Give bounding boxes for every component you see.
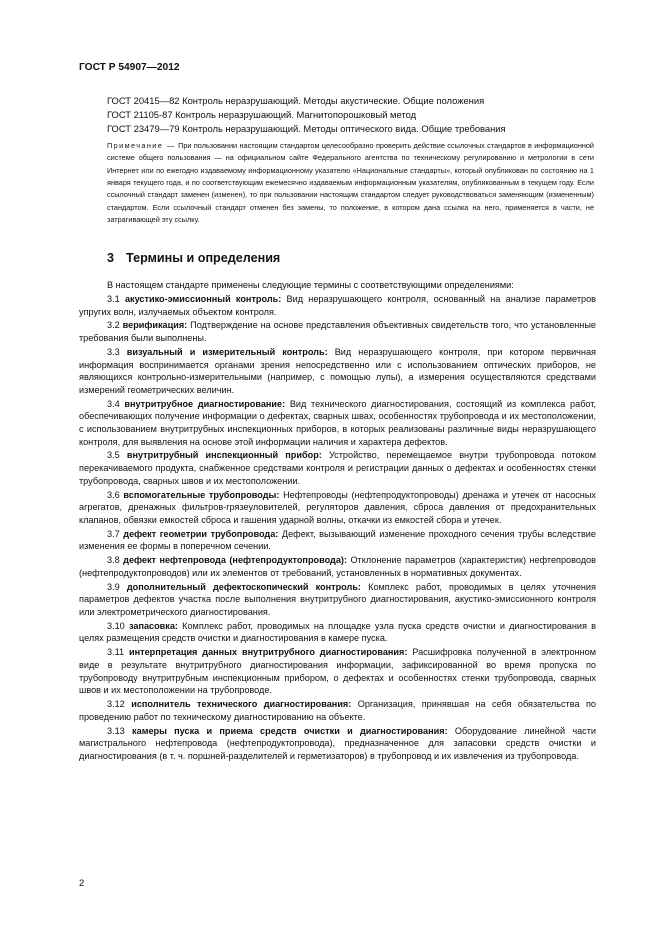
definitions-body — [79, 279, 596, 764]
page-number: 2 — [79, 878, 85, 889]
term-definition: Отклонение параметров (характеристик) нефтепроводов (нефтепродуктопроводов) или их элементов от требований, установленных в нормативных документах. — [79, 555, 596, 578]
term-name: исполнитель технического диагностирования: — [131, 699, 352, 710]
note-block — [107, 140, 594, 226]
normative-references — [107, 94, 597, 136]
term-definition: Дефект, вызывающий изменение проходного сечения трубы вследствие изменения ее формы в поперечном сечении. — [79, 528, 596, 552]
section-title: Термины и определения — [126, 251, 281, 265]
term-paragraph-3-2 — [79, 319, 596, 344]
term-definition: Комплекс работ, проводимых на площадке узла пуска средств очистки и диагностирования в целях размещения средств очистки и диагностирования в камере пуска. — [79, 620, 596, 644]
term-paragraph-3-7 — [79, 528, 596, 553]
term-name: дефект нефтепровода (нефтепродуктопровода): — [123, 555, 347, 566]
term-number: 3.4 — [107, 398, 120, 409]
term-number: 3.7 — [107, 528, 120, 539]
term-paragraph-3-9 — [79, 581, 596, 619]
term-name: визуальный и измерительный контроль: — [126, 347, 328, 357]
term-name: верификация: — [122, 320, 188, 331]
term-definition: Организация, принявшая на себя обязательства по проведению работ по техническому диагностированию на объекте. — [79, 699, 596, 722]
term-paragraph-3-6 — [79, 489, 596, 527]
term-definition: Вид технического диагностирования, состоящий из комплекса работ, обеспечивающих получение информации о дефектах, сварных швах, особенностях трубопровода и их местоположении, с использованием внутритрубных инспекционных приборов, в которых реализованы различные виды неразрушающего контроля, для выявления на основе этой информации наличия и характера дефектов. — [79, 398, 597, 447]
term-definition: Оборудование линейной части магистрального нефтепровода (нефтепродуктопровода), предназначенное для запасовки средств очистки и диагностирования (в т. ч. поршней-разделителей и герметизаторов) в трубопровод и их извлечения из трубопровода. — [79, 725, 596, 761]
term-number: 3.1 — [107, 293, 120, 304]
term-name: интерпретация данных внутритрубного диагностирования: — [129, 647, 408, 658]
term-number: 3.11 — [107, 647, 125, 658]
term-definition: Устройство, перемещаемое внутри трубопровода потоком перекачиваемого продукта, снабженное средствами контроля и регистрации данных о дефектах и особенностях стенки трубопровода, сварных швов и их местоположении. — [79, 450, 596, 486]
note-text: При пользовании настоящим стандартом целесообразно проверить действие ссылочных стандартов в информационной системе общего пользования — на официальном сайте Федерального агентства по техническому регулированию и метрологии в сети Интернет или по ежегодно издаваемому информационному указателю «Национальные стандарты», который опубликован по состоянию на 1 января текущего года, и по соответствующим ежемесячно издаваемым информационным указателям, опубликованным в текущем году. Если ссылочный стандарт заменен (изменен), то при пользовании настоящим стандартом следует руководствоваться заменяющим (измененным) стандартом. Если ссылочный стандарт отменен без замены, то положение, в котором дана ссылка на него, применяется в части, не затрагивающей эту ссылку. — [107, 141, 595, 225]
term-name: дефект геометрии трубопровода: — [123, 528, 279, 539]
term-number: 3.3 — [107, 347, 120, 357]
term-name: камеры пуска и приема средств очистки и диагностирования: — [132, 725, 448, 736]
reference-line: ГОСТ 21105-87 Контроль неразрушающий. Магнитопорошковый метод — [107, 109, 417, 120]
term-definition: Комплекс работ, проводимых в целях уточнения параметров дефектов участка после выполнения внутритрубного диагностирования, акустико-эмиссионного контроля или электрометрического диагностирования. — [79, 581, 596, 617]
term-number: 3.10 — [107, 620, 125, 631]
term-name: вспомогательные трубопроводы: — [123, 489, 280, 500]
term-definition: Подтверждение на основе представления объективных свидетельств того, что установленные требования были выполнены. — [79, 320, 596, 344]
document-header: ГОСТ Р 54907—2012 — [79, 62, 180, 73]
term-number: 3.8 — [107, 555, 120, 566]
term-paragraph-3-5 — [79, 449, 596, 487]
term-paragraph-3-10 — [79, 620, 596, 645]
intro-paragraph: В настоящем стандарте применены следующие термины с соответствующими определениями: — [107, 280, 514, 290]
term-number: 3.13 — [107, 725, 125, 736]
section-number: 3 — [107, 251, 115, 265]
term-definition: Вид неразрушающего контроля, основанный на анализе параметров упругих волн, излучаемых объектом контроля. — [79, 293, 597, 317]
term-name: внутритрубное диагностирование: — [124, 398, 286, 409]
note-label: Примечание — — [107, 141, 176, 150]
section-heading — [107, 251, 280, 265]
term-paragraph-3-8 — [79, 554, 596, 579]
term-paragraph-3-12 — [79, 698, 596, 723]
reference-line: ГОСТ 23479—79 Контроль неразрушающий. Методы оптического вида. Общие требования — [107, 123, 506, 134]
term-name: запасовка: — [128, 620, 178, 631]
term-name: дополнительный дефектоскопический контроль: — [126, 581, 361, 592]
term-number: 3.2 — [107, 320, 120, 331]
term-definition: Расшифровка полученной в электронном виде в результате внутритрубного диагностирования информации, зафиксированной во время пропуска по трубопроводу внутритрубным инспекционным прибором, о дефектах и особенностях стенки трубопровода, сварных швов и их местоположении на трубопроводе. — [79, 647, 596, 696]
term-name: акустико-эмиссионный контроль: — [124, 293, 282, 304]
term-paragraph-3-4 — [79, 398, 596, 448]
term-paragraph-3-13 — [79, 725, 596, 763]
term-paragraph-3-1 — [79, 293, 596, 318]
term-number: 3.12 — [107, 699, 125, 710]
term-paragraph-3-3 — [79, 346, 596, 396]
reference-line: ГОСТ 20415—82 Контроль неразрушающий. Методы акустические. Общие положения — [107, 95, 485, 106]
term-definition: Вид неразрушающего контроля, при котором первичная информация воспринимается органами зрения непосредственно или с использованием оптических приборов, не являющихся контрольно-измерительными (например, с помощью лупы), а измерения осуществляются средствами измерений геометрических величин. — [79, 347, 596, 395]
term-name: внутритрубный инспекционный прибор: — [126, 450, 322, 461]
term-paragraph-3-11 — [79, 646, 596, 696]
term-number: 3.6 — [107, 489, 120, 500]
term-definition: Нефтепроводы (нефтепродуктопроводы) дренажа и утечек от насосных агрегатов, дренажных фильтров-грязеуловителей, регуляторов давления, сброса давления от предохранительных клапанов, обвязки емкостей сброса и гашения ударной волны, откачки из емкостей сбора и утечек. — [79, 489, 596, 525]
term-number: 3.9 — [107, 581, 120, 592]
term-number: 3.5 — [107, 450, 120, 461]
